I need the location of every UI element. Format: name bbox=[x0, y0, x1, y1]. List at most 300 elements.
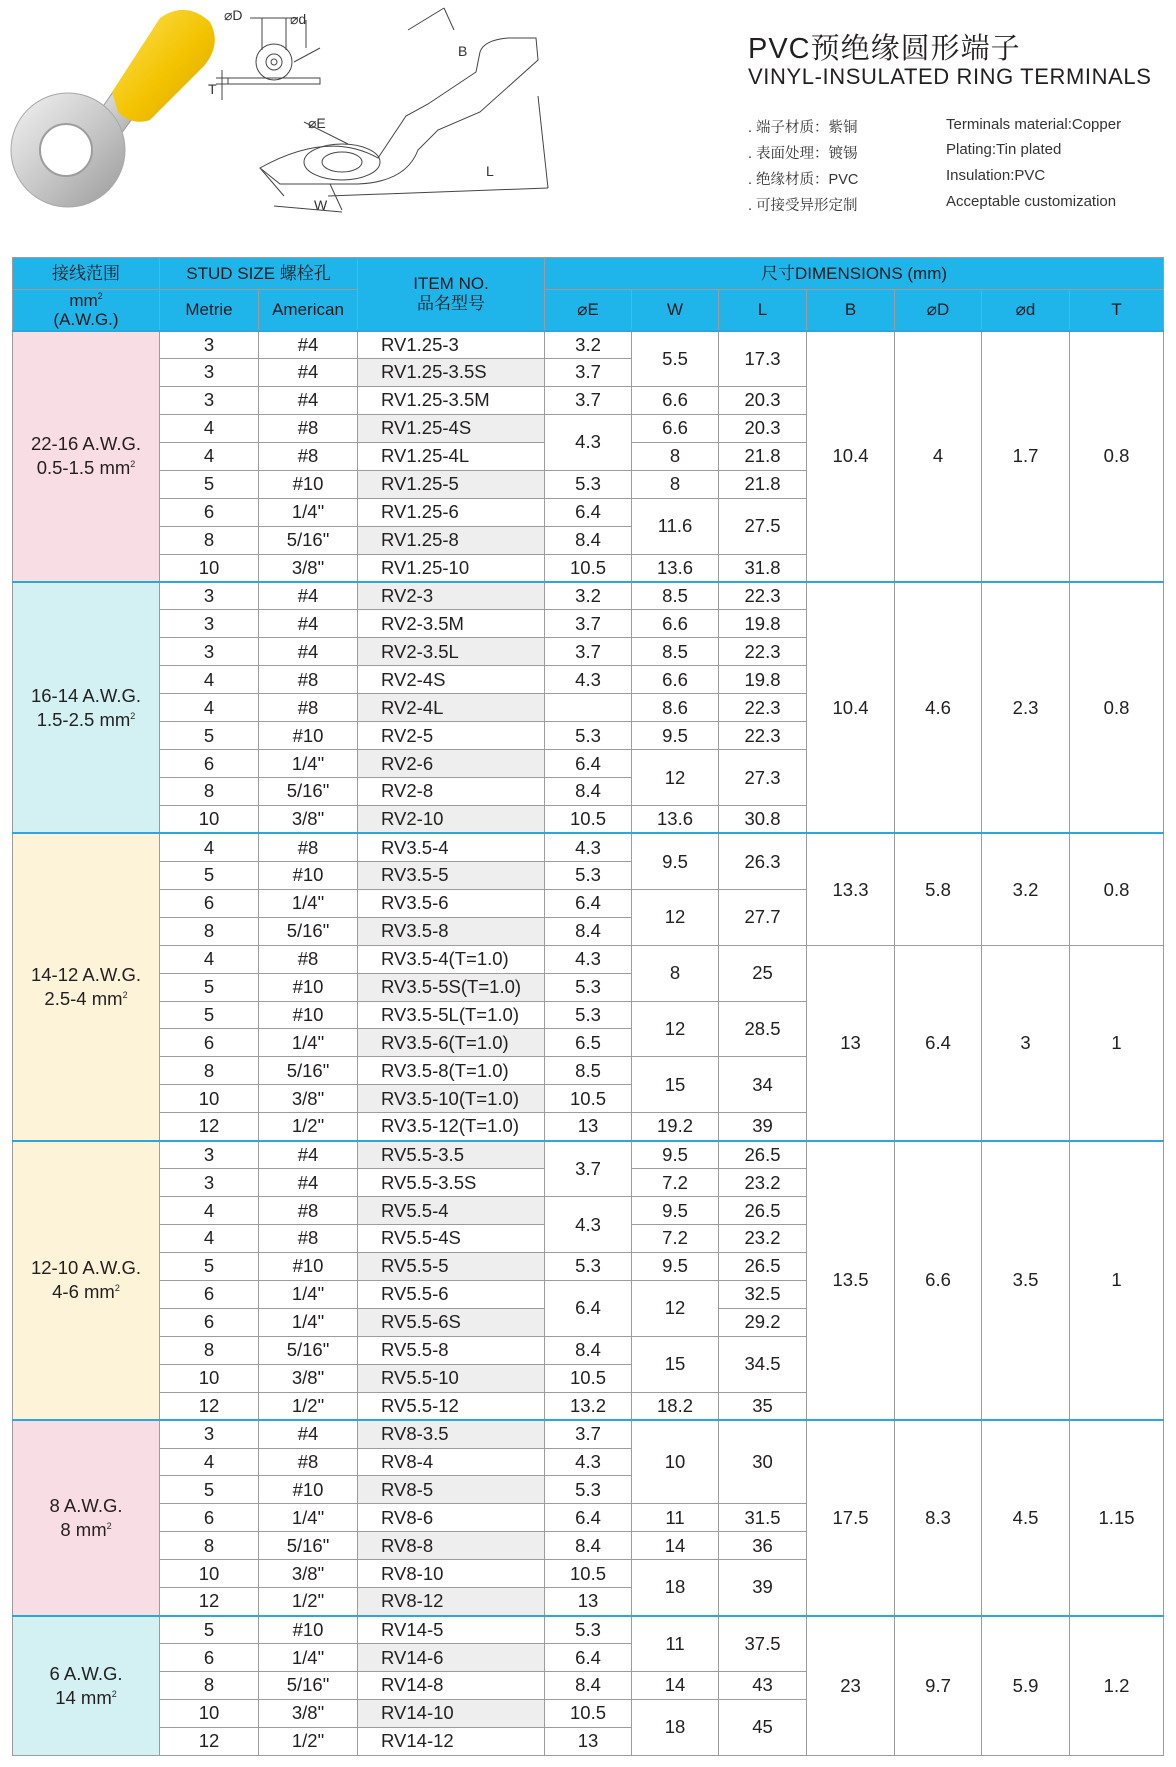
dim-W-cell: 5.5 bbox=[632, 331, 719, 387]
dim-E-cell: 6.4 bbox=[545, 1280, 632, 1336]
item-no-cell: RV5.5-8 bbox=[358, 1336, 545, 1364]
dim-W-cell: 14 bbox=[632, 1532, 719, 1560]
american-cell: #10 bbox=[259, 1616, 358, 1644]
dim-E-cell: 10.5 bbox=[545, 1560, 632, 1588]
metric-cell: 12 bbox=[160, 1588, 259, 1616]
ring-terminal-spec-table bbox=[12, 257, 1164, 1756]
dim-E-cell: 3.7 bbox=[545, 358, 632, 386]
metric-cell: 5 bbox=[160, 1476, 259, 1504]
american-cell: #8 bbox=[259, 833, 358, 861]
metric-cell: 5 bbox=[160, 1252, 259, 1280]
header-stud-size: STUD SIZE 螺栓孔 bbox=[160, 258, 358, 290]
dim-L-cell: 22.3 bbox=[719, 582, 807, 610]
item-no-cell: RV8-5 bbox=[358, 1476, 545, 1504]
item-no-cell: RV14-10 bbox=[358, 1699, 545, 1727]
dim-L-cell: 45 bbox=[719, 1699, 807, 1755]
item-no-cell: RV5.5-6S bbox=[358, 1308, 545, 1336]
metric-cell: 6 bbox=[160, 1644, 259, 1672]
header-item-no bbox=[358, 258, 545, 331]
american-cell: 1/4" bbox=[259, 1644, 358, 1672]
american-cell: 3/8" bbox=[259, 1699, 358, 1727]
dim-E-cell: 13 bbox=[545, 1588, 632, 1616]
item-no-cell: RV5.5-5 bbox=[358, 1252, 545, 1280]
item-no-cell: RV2-4S bbox=[358, 666, 545, 694]
dim-L-cell: 25 bbox=[719, 945, 807, 1001]
drawing-label-E: ⌀E bbox=[308, 115, 326, 131]
item-no-cell: RV3.5-6(T=1.0) bbox=[358, 1029, 545, 1057]
dim-D-cell: 4.6 bbox=[895, 582, 982, 833]
american-cell: #10 bbox=[259, 722, 358, 750]
dim-W-cell: 9.5 bbox=[632, 1252, 719, 1280]
drawing-label-D: ⌀D bbox=[224, 7, 243, 23]
metric-cell: 6 bbox=[160, 498, 259, 526]
item-no-cell: RV3.5-10(T=1.0) bbox=[358, 1085, 545, 1113]
spec-table-container bbox=[12, 257, 1163, 1756]
dim-L-cell: 23.2 bbox=[719, 1225, 807, 1253]
item-no-cell: RV2-8 bbox=[358, 778, 545, 806]
dim-W-cell: 7.2 bbox=[632, 1169, 719, 1197]
metric-cell: 10 bbox=[160, 1085, 259, 1113]
american-cell: 5/16" bbox=[259, 1057, 358, 1085]
dim-E-cell: 13 bbox=[545, 1113, 632, 1141]
metric-cell: 5 bbox=[160, 973, 259, 1001]
table-row bbox=[13, 945, 1164, 973]
dim-E-cell: 8.4 bbox=[545, 778, 632, 806]
dim-E-cell: 5.3 bbox=[545, 973, 632, 1001]
spec-plating-zh: . 表面处理：镀锡 bbox=[748, 146, 858, 162]
item-no-cell: RV2-10 bbox=[358, 805, 545, 833]
item-no-cell: RV3.5-4(T=1.0) bbox=[358, 945, 545, 973]
dim-L-cell: 22.3 bbox=[719, 638, 807, 666]
metric-cell: 5 bbox=[160, 1001, 259, 1029]
wire-range-cell bbox=[13, 833, 160, 1140]
dim-W-cell: 13.6 bbox=[632, 554, 719, 582]
item-no-cell: RV3.5-12(T=1.0) bbox=[358, 1113, 545, 1141]
american-cell: #10 bbox=[259, 1001, 358, 1029]
dim-E-cell: 5.3 bbox=[545, 861, 632, 889]
dim-L-cell: 27.3 bbox=[719, 750, 807, 806]
american-cell: #10 bbox=[259, 1252, 358, 1280]
dim-L-cell: 34 bbox=[719, 1057, 807, 1113]
table-row bbox=[13, 1616, 1164, 1644]
dim-E-cell: 6.4 bbox=[545, 498, 632, 526]
dim-W-cell: 9.5 bbox=[632, 833, 719, 889]
metric-cell: 4 bbox=[160, 833, 259, 861]
american-cell: #10 bbox=[259, 861, 358, 889]
american-cell: 3/8" bbox=[259, 1560, 358, 1588]
dim-W-cell: 8 bbox=[632, 945, 719, 1001]
header-wire-unit bbox=[13, 290, 160, 331]
dim-D-cell: 9.7 bbox=[895, 1616, 982, 1756]
wire-range-cell bbox=[13, 331, 160, 582]
wire-range-mm-sup: 2 bbox=[130, 459, 136, 470]
item-no-cell: RV3.5-4 bbox=[358, 833, 545, 861]
table-row bbox=[13, 1420, 1164, 1448]
dim-W-cell: 8 bbox=[632, 470, 719, 498]
dim-E-cell: 10.5 bbox=[545, 805, 632, 833]
metric-cell: 3 bbox=[160, 582, 259, 610]
american-cell: #4 bbox=[259, 1169, 358, 1197]
dim-L-cell: 32.5 bbox=[719, 1280, 807, 1308]
table-row bbox=[13, 833, 1164, 861]
item-no-cell: RV1.25-4S bbox=[358, 414, 545, 442]
metric-cell: 12 bbox=[160, 1113, 259, 1141]
dim-B-cell: 10.4 bbox=[807, 582, 895, 833]
metric-cell: 8 bbox=[160, 1057, 259, 1085]
wire-range-mm: 0.5-1.5 mm bbox=[36, 457, 131, 479]
dim-E-cell: 6.4 bbox=[545, 1504, 632, 1532]
item-no-cell: RV2-6 bbox=[358, 750, 545, 778]
american-cell: 1/2" bbox=[259, 1113, 358, 1141]
metric-cell: 10 bbox=[160, 1364, 259, 1392]
item-no-cell: RV2-3.5M bbox=[358, 610, 545, 638]
american-cell: #8 bbox=[259, 1197, 358, 1225]
metric-cell: 4 bbox=[160, 694, 259, 722]
dim-D-cell: 6.4 bbox=[895, 945, 982, 1141]
dim-E-cell: 5.3 bbox=[545, 722, 632, 750]
item-no-cell: RV3.5-5 bbox=[358, 861, 545, 889]
metric-cell: 5 bbox=[160, 861, 259, 889]
american-cell: #4 bbox=[259, 358, 358, 386]
spec-plating-en: Plating:Tin plated bbox=[946, 141, 1062, 158]
metric-cell: 6 bbox=[160, 1280, 259, 1308]
metric-cell: 8 bbox=[160, 1532, 259, 1560]
dim-L-cell: 22.3 bbox=[719, 694, 807, 722]
dim-L-cell: 17.3 bbox=[719, 331, 807, 387]
dim-D-cell: 5.8 bbox=[895, 833, 982, 945]
american-cell: 1/2" bbox=[259, 1588, 358, 1616]
dim-L-cell: 39 bbox=[719, 1113, 807, 1141]
dim-L-cell: 34.5 bbox=[719, 1336, 807, 1392]
item-no-cell: RV3.5-5L(T=1.0) bbox=[358, 1001, 545, 1029]
spec-material-zh: . 端子材质：紫铜 bbox=[748, 120, 858, 136]
dim-W-cell: 13.6 bbox=[632, 805, 719, 833]
american-cell: #8 bbox=[259, 666, 358, 694]
title-english: VINYL-INSULATED RING TERMINALS bbox=[748, 64, 1152, 89]
dim-E-cell bbox=[545, 694, 632, 722]
dim-W-cell: 14 bbox=[632, 1672, 719, 1700]
dim-W-cell: 9.5 bbox=[632, 1141, 719, 1169]
dim-E-cell: 13 bbox=[545, 1727, 632, 1755]
dim-d-cell: 3.5 bbox=[982, 1141, 1070, 1420]
dim-B-cell: 13 bbox=[807, 945, 895, 1141]
american-cell: 1/4" bbox=[259, 1280, 358, 1308]
drawing-label-T: T bbox=[208, 81, 217, 97]
metric-cell: 8 bbox=[160, 917, 259, 945]
wire-range-mm: 1.5-2.5 mm bbox=[36, 708, 131, 730]
american-cell: #8 bbox=[259, 945, 358, 973]
dim-E-cell: 3.7 bbox=[545, 610, 632, 638]
dim-W-cell: 18 bbox=[632, 1699, 719, 1755]
dim-E-cell: 3.7 bbox=[545, 1141, 632, 1197]
dim-E-cell: 13.2 bbox=[545, 1392, 632, 1420]
metric-cell: 4 bbox=[160, 442, 259, 470]
dim-B-cell: 13.5 bbox=[807, 1141, 895, 1420]
dim-E-cell: 3.7 bbox=[545, 638, 632, 666]
product-header bbox=[0, 0, 1176, 250]
dim-L-cell: 30 bbox=[719, 1420, 807, 1504]
wire-range-mm-sup: 2 bbox=[114, 1283, 120, 1294]
dim-d-cell: 5.9 bbox=[982, 1616, 1070, 1756]
metric-cell: 10 bbox=[160, 1560, 259, 1588]
item-no-cell: RV5.5-4S bbox=[358, 1225, 545, 1253]
dim-W-cell: 8 bbox=[632, 442, 719, 470]
dim-W-cell: 12 bbox=[632, 1280, 719, 1336]
american-cell: 5/16" bbox=[259, 778, 358, 806]
dim-W-cell: 6.6 bbox=[632, 666, 719, 694]
dim-W-cell: 11 bbox=[632, 1504, 719, 1532]
metric-cell: 10 bbox=[160, 805, 259, 833]
item-no-cell: RV8-8 bbox=[358, 1532, 545, 1560]
drawing-label-L: L bbox=[486, 163, 494, 179]
dim-W-cell: 15 bbox=[632, 1336, 719, 1392]
dim-E-cell: 4.3 bbox=[545, 945, 632, 973]
metric-cell: 3 bbox=[160, 638, 259, 666]
dim-L-cell: 26.5 bbox=[719, 1252, 807, 1280]
wire-range-mm-sup: 2 bbox=[130, 710, 136, 721]
item-no-cell: RV1.25-3.5S bbox=[358, 358, 545, 386]
metric-cell: 8 bbox=[160, 1336, 259, 1364]
dim-E-cell: 8.4 bbox=[545, 1532, 632, 1560]
dim-L-cell: 31.8 bbox=[719, 554, 807, 582]
wire-range-awg: 8 A.W.G. bbox=[49, 1494, 123, 1516]
wire-range-mm-sup: 2 bbox=[106, 1520, 112, 1531]
dim-d-cell: 2.3 bbox=[982, 582, 1070, 833]
header-dim-d: ⌀d bbox=[982, 290, 1070, 331]
metric-cell: 8 bbox=[160, 1672, 259, 1700]
dim-W-cell: 9.5 bbox=[632, 1197, 719, 1225]
american-cell: 1/4" bbox=[259, 1029, 358, 1057]
dim-L-cell: 43 bbox=[719, 1672, 807, 1700]
wire-range-mm-sup: 2 bbox=[122, 990, 128, 1001]
american-cell: 1/4" bbox=[259, 750, 358, 778]
table-row bbox=[13, 1141, 1164, 1169]
table-row bbox=[13, 331, 1164, 359]
header-dim-B: B bbox=[807, 290, 895, 331]
spec-material-en: Terminals material:Copper bbox=[946, 116, 1122, 133]
dim-W-cell: 18 bbox=[632, 1560, 719, 1616]
metric-cell: 4 bbox=[160, 414, 259, 442]
spec-insulation-en: Insulation:PVC bbox=[946, 167, 1046, 184]
metric-cell: 10 bbox=[160, 554, 259, 582]
wire-range-awg: 6 A.W.G. bbox=[49, 1662, 123, 1684]
american-cell: #4 bbox=[259, 331, 358, 359]
dim-E-cell: 5.3 bbox=[545, 1252, 632, 1280]
dim-W-cell: 11 bbox=[632, 1616, 719, 1672]
item-no-cell: RV1.25-4L bbox=[358, 442, 545, 470]
item-no-cell: RV2-3.5L bbox=[358, 638, 545, 666]
item-no-cell: RV14-5 bbox=[358, 1616, 545, 1644]
spec-custom-en: Acceptable customization bbox=[946, 193, 1117, 210]
dim-E-cell: 10.5 bbox=[545, 1085, 632, 1113]
header-item-no-zh: 品名型号 bbox=[417, 293, 486, 313]
item-no-cell: RV1.25-5 bbox=[358, 470, 545, 498]
wire-range-cell bbox=[13, 1420, 160, 1616]
dim-E-cell: 8.4 bbox=[545, 526, 632, 554]
dim-W-cell: 6.6 bbox=[632, 414, 719, 442]
dim-L-cell: 27.5 bbox=[719, 498, 807, 554]
table-row bbox=[13, 582, 1164, 610]
dim-L-cell: 21.8 bbox=[719, 442, 807, 470]
metric-cell: 4 bbox=[160, 1197, 259, 1225]
metric-cell: 3 bbox=[160, 1420, 259, 1448]
item-no-cell: RV8-12 bbox=[358, 1588, 545, 1616]
header-wire-awg: (A.W.G.) bbox=[53, 309, 119, 329]
american-cell: #4 bbox=[259, 610, 358, 638]
dim-L-cell: 35 bbox=[719, 1392, 807, 1420]
header-dim-E: ⌀E bbox=[545, 290, 632, 331]
dim-W-cell: 6.6 bbox=[632, 386, 719, 414]
dim-E-cell: 8.4 bbox=[545, 917, 632, 945]
wire-range-mm: 14 mm bbox=[55, 1686, 112, 1708]
header-dim-L: L bbox=[719, 290, 807, 331]
item-no-cell: RV1.25-10 bbox=[358, 554, 545, 582]
american-cell: 1/4" bbox=[259, 498, 358, 526]
metric-cell: 4 bbox=[160, 1448, 259, 1476]
wire-range-cell bbox=[13, 1616, 160, 1756]
item-no-cell: RV1.25-3.5M bbox=[358, 386, 545, 414]
metric-cell: 6 bbox=[160, 1308, 259, 1336]
dim-L-cell: 26.5 bbox=[719, 1197, 807, 1225]
dim-E-cell: 5.3 bbox=[545, 1476, 632, 1504]
title-chinese: PVC预绝缘圆形端子 bbox=[748, 33, 1021, 65]
dim-W-cell: 7.2 bbox=[632, 1225, 719, 1253]
dim-E-cell: 4.3 bbox=[545, 414, 632, 470]
dim-T-cell: 1 bbox=[1070, 945, 1164, 1141]
item-no-cell: RV8-4 bbox=[358, 1448, 545, 1476]
wire-range-awg: 22-16 A.W.G. bbox=[30, 433, 142, 455]
metric-cell: 3 bbox=[160, 358, 259, 386]
metric-cell: 3 bbox=[160, 1169, 259, 1197]
dim-B-cell: 17.5 bbox=[807, 1420, 895, 1616]
dim-L-cell: 19.8 bbox=[719, 610, 807, 638]
american-cell: 5/16" bbox=[259, 1336, 358, 1364]
dim-d-cell: 1.7 bbox=[982, 331, 1070, 582]
dim-d-cell: 3 bbox=[982, 945, 1070, 1141]
header-dimensions: 尺寸DIMENSIONS (mm) bbox=[545, 258, 1164, 290]
dim-W-cell: 9.5 bbox=[632, 722, 719, 750]
american-cell: #4 bbox=[259, 386, 358, 414]
spec-custom-zh: . 可接受异形定制 bbox=[748, 198, 858, 214]
metric-cell: 4 bbox=[160, 1225, 259, 1253]
dim-E-cell: 4.3 bbox=[545, 666, 632, 694]
metric-cell: 8 bbox=[160, 526, 259, 554]
american-cell: 3/8" bbox=[259, 1085, 358, 1113]
metric-cell: 4 bbox=[160, 945, 259, 973]
dim-B-cell: 10.4 bbox=[807, 331, 895, 582]
item-no-cell: RV1.25-8 bbox=[358, 526, 545, 554]
dim-W-cell: 8.6 bbox=[632, 694, 719, 722]
metric-cell: 3 bbox=[160, 386, 259, 414]
item-no-cell: RV2-4L bbox=[358, 694, 545, 722]
american-cell: #10 bbox=[259, 1476, 358, 1504]
metric-cell: 3 bbox=[160, 331, 259, 359]
wire-range-awg: 16-14 A.W.G. bbox=[30, 684, 142, 706]
dim-E-cell: 10.5 bbox=[545, 1699, 632, 1727]
dim-E-cell: 8.5 bbox=[545, 1057, 632, 1085]
dim-L-cell: 19.8 bbox=[719, 666, 807, 694]
metric-cell: 12 bbox=[160, 1727, 259, 1755]
american-cell: #8 bbox=[259, 1225, 358, 1253]
item-no-cell: RV3.5-8 bbox=[358, 917, 545, 945]
drawing-label-B: B bbox=[458, 43, 468, 59]
dim-T-cell: 1 bbox=[1070, 1141, 1164, 1420]
metric-cell: 8 bbox=[160, 778, 259, 806]
item-no-cell: RV5.5-3.5 bbox=[358, 1141, 545, 1169]
dim-W-cell: 15 bbox=[632, 1057, 719, 1113]
ring-terminal-photo-icon bbox=[0, 0, 225, 215]
dim-W-cell: 6.6 bbox=[632, 610, 719, 638]
dim-L-cell: 31.5 bbox=[719, 1504, 807, 1532]
american-cell: #8 bbox=[259, 1448, 358, 1476]
dim-E-cell: 3.7 bbox=[545, 386, 632, 414]
dim-L-cell: 26.3 bbox=[719, 833, 807, 889]
american-cell: #10 bbox=[259, 470, 358, 498]
metric-cell: 3 bbox=[160, 610, 259, 638]
dim-L-cell: 28.5 bbox=[719, 1001, 807, 1057]
dim-L-cell: 29.2 bbox=[719, 1308, 807, 1336]
spec-table-body bbox=[13, 331, 1164, 1756]
item-no-cell: RV8-3.5 bbox=[358, 1420, 545, 1448]
item-no-cell: RV1.25-3 bbox=[358, 331, 545, 359]
dim-T-cell: 0.8 bbox=[1070, 833, 1164, 945]
drawing-label-d: ⌀d bbox=[290, 11, 307, 27]
dim-W-cell: 19.2 bbox=[632, 1113, 719, 1141]
metric-cell: 5 bbox=[160, 722, 259, 750]
dim-L-cell: 30.8 bbox=[719, 805, 807, 833]
dim-L-cell: 20.3 bbox=[719, 414, 807, 442]
american-cell: #8 bbox=[259, 694, 358, 722]
american-cell: 5/16" bbox=[259, 1532, 358, 1560]
dim-W-cell: 10 bbox=[632, 1420, 719, 1504]
item-no-cell: RV5.5-4 bbox=[358, 1197, 545, 1225]
metric-cell: 5 bbox=[160, 470, 259, 498]
item-no-cell: RV14-8 bbox=[358, 1672, 545, 1700]
dim-E-cell: 3.7 bbox=[545, 1420, 632, 1448]
item-no-cell: RV8-6 bbox=[358, 1504, 545, 1532]
dim-E-cell: 4.3 bbox=[545, 1197, 632, 1253]
dim-E-cell: 8.4 bbox=[545, 1672, 632, 1700]
item-no-cell: RV3.5-8(T=1.0) bbox=[358, 1057, 545, 1085]
dim-E-cell: 10.5 bbox=[545, 554, 632, 582]
american-cell: 1/4" bbox=[259, 1308, 358, 1336]
dim-d-cell: 3.2 bbox=[982, 833, 1070, 945]
item-no-cell: RV1.25-6 bbox=[358, 498, 545, 526]
metric-cell: 4 bbox=[160, 666, 259, 694]
american-cell: 5/16" bbox=[259, 1672, 358, 1700]
american-cell: #4 bbox=[259, 1141, 358, 1169]
dim-W-cell: 8.5 bbox=[632, 638, 719, 666]
dim-W-cell: 12 bbox=[632, 1001, 719, 1057]
dim-T-cell: 0.8 bbox=[1070, 331, 1164, 582]
item-no-cell: RV8-10 bbox=[358, 1560, 545, 1588]
dim-E-cell: 6.4 bbox=[545, 889, 632, 917]
wire-range-mm: 8 mm bbox=[60, 1518, 107, 1540]
dim-W-cell: 11.6 bbox=[632, 498, 719, 554]
dim-L-cell: 22.3 bbox=[719, 722, 807, 750]
american-cell: 1/2" bbox=[259, 1727, 358, 1755]
dim-W-cell: 12 bbox=[632, 889, 719, 945]
metric-cell: 6 bbox=[160, 1029, 259, 1057]
header-dim-D: ⌀D bbox=[895, 290, 982, 331]
dim-D-cell: 4 bbox=[895, 331, 982, 582]
dim-E-cell: 4.3 bbox=[545, 833, 632, 861]
american-cell: 3/8" bbox=[259, 805, 358, 833]
dim-L-cell: 37.5 bbox=[719, 1616, 807, 1672]
dim-L-cell: 20.3 bbox=[719, 386, 807, 414]
metric-cell: 12 bbox=[160, 1392, 259, 1420]
dim-E-cell: 3.2 bbox=[545, 582, 632, 610]
